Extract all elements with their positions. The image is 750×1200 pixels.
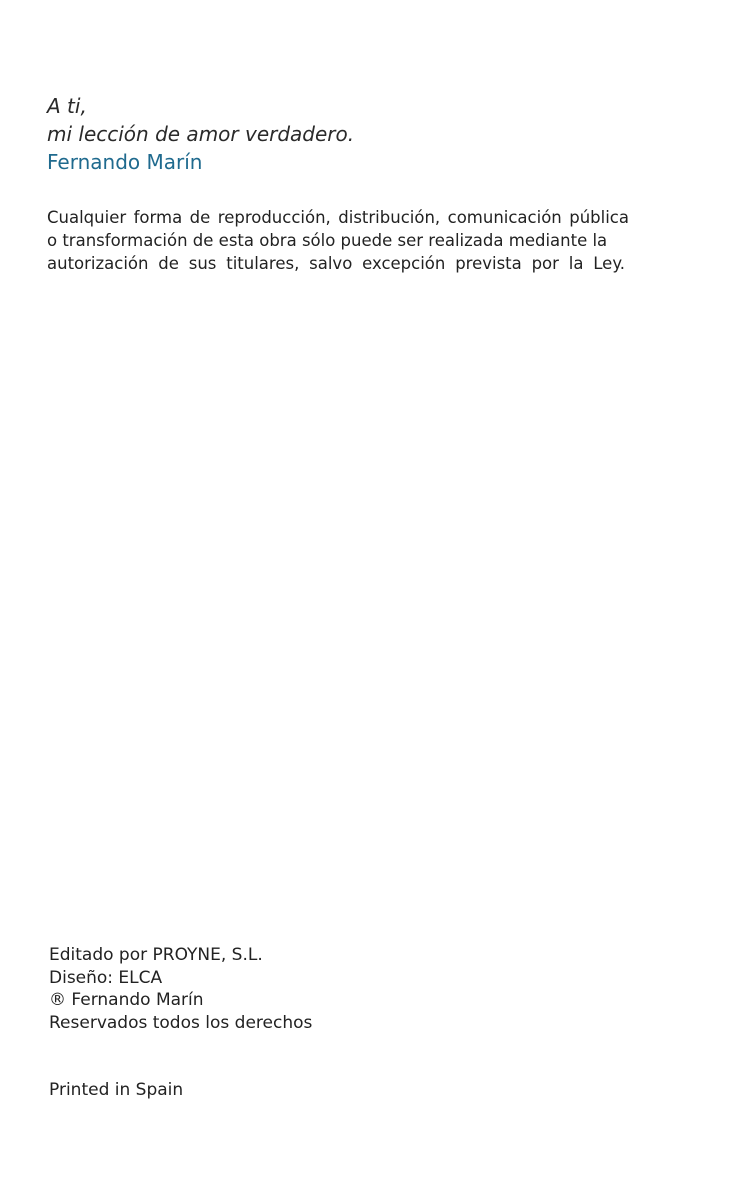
copyright-notice — [47, 206, 629, 275]
copyright-notice-last-line: autorización de sus titulares, salvo excepción prevista por la Ley. — [47, 254, 625, 273]
dedication-line-1: A ti, — [47, 94, 87, 118]
colophon-design: Diseño: ELCA — [49, 967, 163, 988]
colophon-rights-holder: ® Fernando Marín — [49, 990, 204, 1010]
colophon-rights-reserved: Reservados todos los derechos — [49, 1012, 313, 1033]
dedication-author: Fernando Marín — [47, 150, 203, 174]
colophon — [49, 944, 449, 1034]
printed-in-label: Printed in Spain — [49, 1080, 184, 1100]
dedication — [47, 92, 647, 176]
colophon-publisher: Editado por PROYNE, S.L. — [49, 945, 263, 965]
copyright-notice-body: Cualquier forma de reproducción, distribución, comunicación pública o transformación de esta obra sólo puede ser realizada mediante la — [47, 208, 629, 250]
dedication-line-2: mi lección de amor verdadero. — [47, 122, 355, 146]
